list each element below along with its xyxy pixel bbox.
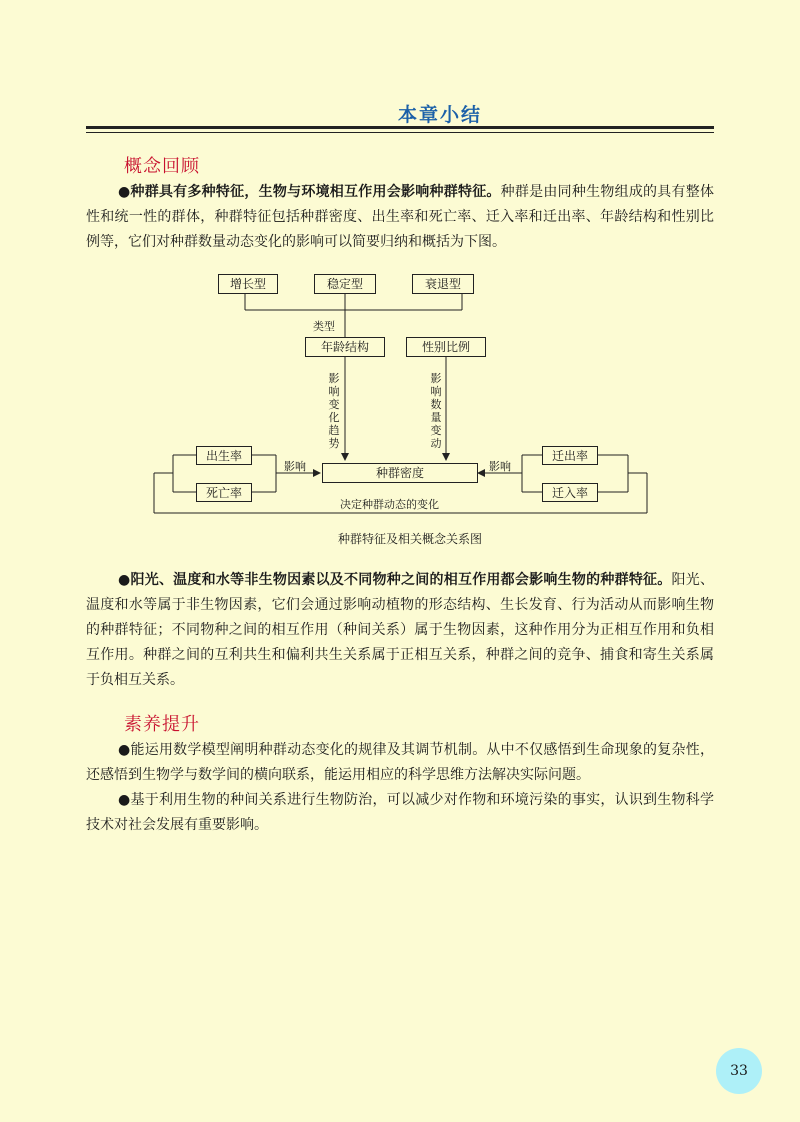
paragraph-biocontrol	[86, 788, 714, 838]
box-decline-type: 衰退型	[412, 274, 474, 294]
paragraph-abiotic-factors	[86, 568, 714, 693]
section-heading-concept-review: 概念回顾	[124, 156, 200, 177]
paragraph-population-features	[86, 180, 714, 255]
box-death-rate: 死亡率	[196, 483, 252, 502]
title-rule-thick	[86, 126, 714, 129]
label-affect-trend: 影响变化趋势	[328, 372, 340, 450]
section-heading-competency: 素养提升	[124, 714, 200, 735]
page-number-badge: 33	[716, 1048, 762, 1094]
box-sex-ratio: 性别比例	[406, 337, 486, 357]
label-type: 类型	[313, 320, 335, 333]
box-population-density: 种群密度	[322, 463, 478, 483]
diagram-caption: 种群特征及相关概念关系图	[337, 532, 482, 546]
label-affect-quantity: 影响数量变动	[430, 372, 442, 450]
bullet-icon: ●	[118, 184, 131, 200]
bullet-icon: ●	[118, 792, 131, 808]
box-stable-type: 稳定型	[314, 274, 376, 294]
bullet-icon: ●	[118, 572, 131, 588]
label-affect-left: 影响	[284, 460, 306, 473]
paragraph-lead: 阳光、温度和水等非生物因素以及不同物种之间的相互作用都会影响生物的种群特征。	[130, 572, 672, 588]
paragraph-body: 能运用数学模型阐明种群动态变化的规律及其调节机制。从中不仅感悟到生命现象的复杂性，还感悟到生物学与数学间的横向联系，能运用相应的科学思维方法解决实际问题。	[86, 742, 715, 783]
box-immigration-rate: 迁入率	[542, 483, 598, 502]
paragraph-body: 基于利用生物的种间关系进行生物防治，可以减少对作物和环境污染的事实，认识到生物科学技术对社会发展有重要影响。	[86, 792, 715, 833]
paragraph-math-model	[86, 738, 714, 788]
label-affect-right: 影响	[489, 460, 511, 473]
box-growth-type: 增长型	[218, 274, 278, 294]
bullet-icon: ●	[118, 742, 131, 758]
population-concept-diagram	[150, 268, 652, 528]
paragraph-body: 种群是由同种生物组成的具有整体性和统一性的群体，种群特征包括种群密度、出生率和死亡率、迁入率和迁出率、年龄结构和性别比例等，它们对种群数量动态变化的影响可以简要归纳和概括为下图。	[86, 184, 715, 250]
paragraph-lead: 种群具有多种特征，生物与环境相互作用会影响种群特征。	[130, 184, 501, 200]
box-emigration-rate: 迁出率	[542, 446, 598, 465]
paragraph-body: 阳光、温度和水等属于非生物因素，它们会通过影响动植物的形态结构、生长发育、行为活动从而影响生物的种群特征；不同物种之间的相互作用（种间关系）属于生物因素，这种作用分为正相互作用和负相互作用。种群之间的互利共生和偏利共生关系属于正相互关系，种群之间的竞争、捕食和寄生关系属于负相互关系。	[86, 572, 715, 688]
box-age-structure: 年龄结构	[305, 337, 385, 357]
box-birth-rate: 出生率	[196, 446, 252, 465]
title-rule-thin	[86, 132, 714, 133]
chapter-title: 本章小结	[397, 104, 482, 126]
label-determine-dynamics: 决定种群动态的变化	[340, 498, 439, 511]
